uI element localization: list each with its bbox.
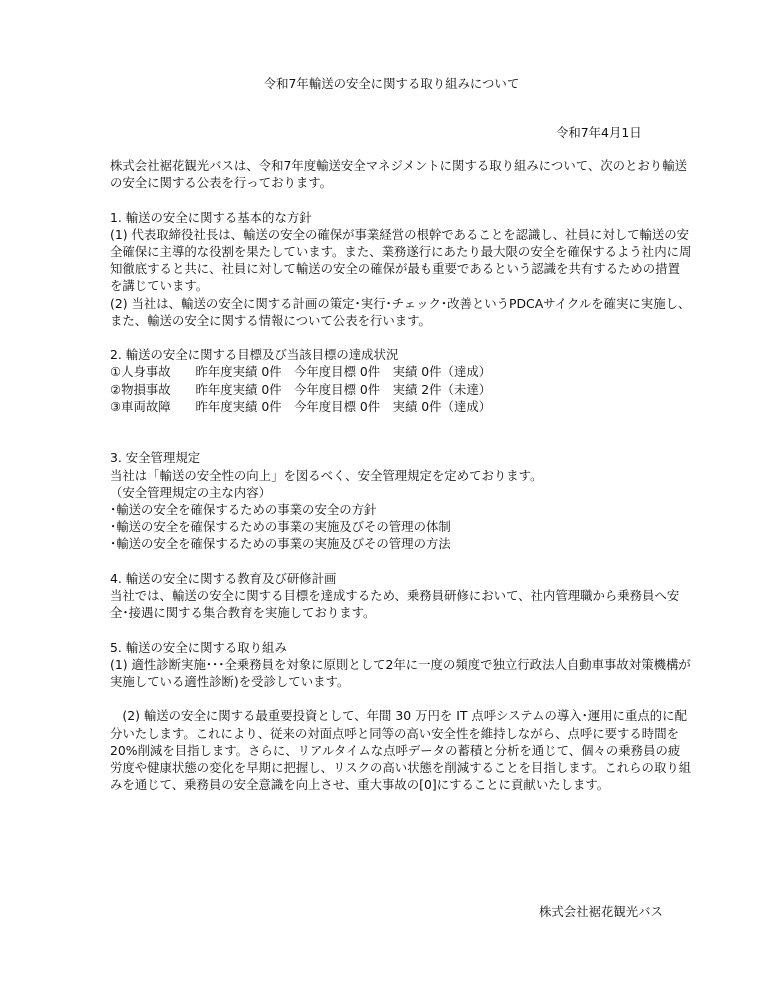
section3-heading: 3. 安全管理規定 bbox=[110, 450, 201, 466]
intro-paragraph: 株式会社裾花観光バスは、令和7年度輸送安全マネジメントに関する取り組みについて、次のとおり輸送の安全に関する公表を行っております。 bbox=[110, 158, 687, 191]
section2-heading: 2. 輸送の安全に関する目標及び当該目標の達成状況 bbox=[110, 347, 399, 363]
section3-paragraph-1: 当社は「輸送の安全性の向上」を図るべく、安全管理規定を定めております。 bbox=[110, 467, 543, 483]
section3-list-item: ･輸送の安全を確保するための事業の実施及びその管理の体制 bbox=[110, 519, 451, 535]
document-body bbox=[110, 157, 696, 793]
section4-paragraph-1: 当社では、輸送の安全に関する目標を達成するため、乗務員研修において、社内管理職から乗務員へ安全･接遇に関する集合教育を実施しております。 bbox=[110, 588, 680, 621]
section5-paragraph-1: (1) 適性診断実施･･･全乗務員を対象に原則として2年に一度の頻度で独立行政法人自動車事故対策機構が実施している適性診断)を受診しています。 bbox=[110, 656, 691, 689]
section1-paragraph-2: (2) 当社は、輸送の安全に関する計画の策定･実行･チェック･改善というPDCAサイクルを確実に実施し、また、輸送の安全に関する情報について公表を行います。 bbox=[110, 295, 691, 328]
section2-row: ①人身事故 昨年度実績 0件 今年度目標 0件 実績 0件（達成） bbox=[110, 364, 492, 380]
document-title: 令和7年輸送の安全に関する取り組みについて bbox=[263, 76, 520, 91]
section3-list-item: ･輸送の安全を確保するための事業の実施及びその管理の方法 bbox=[110, 536, 451, 552]
section5-paragraph-2: (2) 輸送の安全に関する最重要投資として、年間 30 万円を IT 点呼システムの導入･運用に重点的に配分いたします。これにより、従来の対面点呼と同等の高い安全性を維持しながら、点呼に要する時間を 20%削減を目指します。さらに、リアルタイムな点呼データの蓄積と分析を通じて、個々の乗務員の疲労度や健康状態の変化を早期に把握し、リスクの高い状態を削減することを目指します。これらの取り組みを通じて、乗務員の安全意識を向上させ、重大事故の[0]にすることに貢献いたします。 bbox=[110, 708, 696, 793]
document-date: 令和7年4月1日 bbox=[556, 125, 642, 140]
company-signature: 株式会社裾花観光バス bbox=[539, 904, 663, 919]
section1-heading: 1. 輸送の安全に関する基本的な方針 bbox=[110, 209, 312, 225]
section2-row: ②物損事故 昨年度実績 0件 今年度目標 0件 実績 2件（未達） bbox=[110, 381, 492, 397]
section3-list-item: ･輸送の安全を確保するための事業の安全の方針 bbox=[110, 502, 377, 517]
section3-paragraph-2: （安全管理規定の主な内容） bbox=[110, 484, 272, 500]
section1-paragraph-1: (1) 代表取締役社長は、輸送の安全の確保が事業経営の根幹であることを認識し、社員に対して輸送の安全確保に主導的な役割を果たしています。また、業務遂行にあたり最大限の安全を確保するよう社内に周知徹底すると共に、社員に対して輸送の安全の確保が最も重要であるという認識を共有するための措置を講じています。 bbox=[110, 226, 692, 294]
section4-heading: 4. 輸送の安全に関する教育及び研修計画 bbox=[110, 570, 337, 586]
section2-row: ③車両故障 昨年度実績 0件 今年度目標 0件 実績 0件（達成） bbox=[110, 398, 492, 414]
section5-heading: 5. 輸送の安全に関する取り組み bbox=[110, 639, 287, 655]
